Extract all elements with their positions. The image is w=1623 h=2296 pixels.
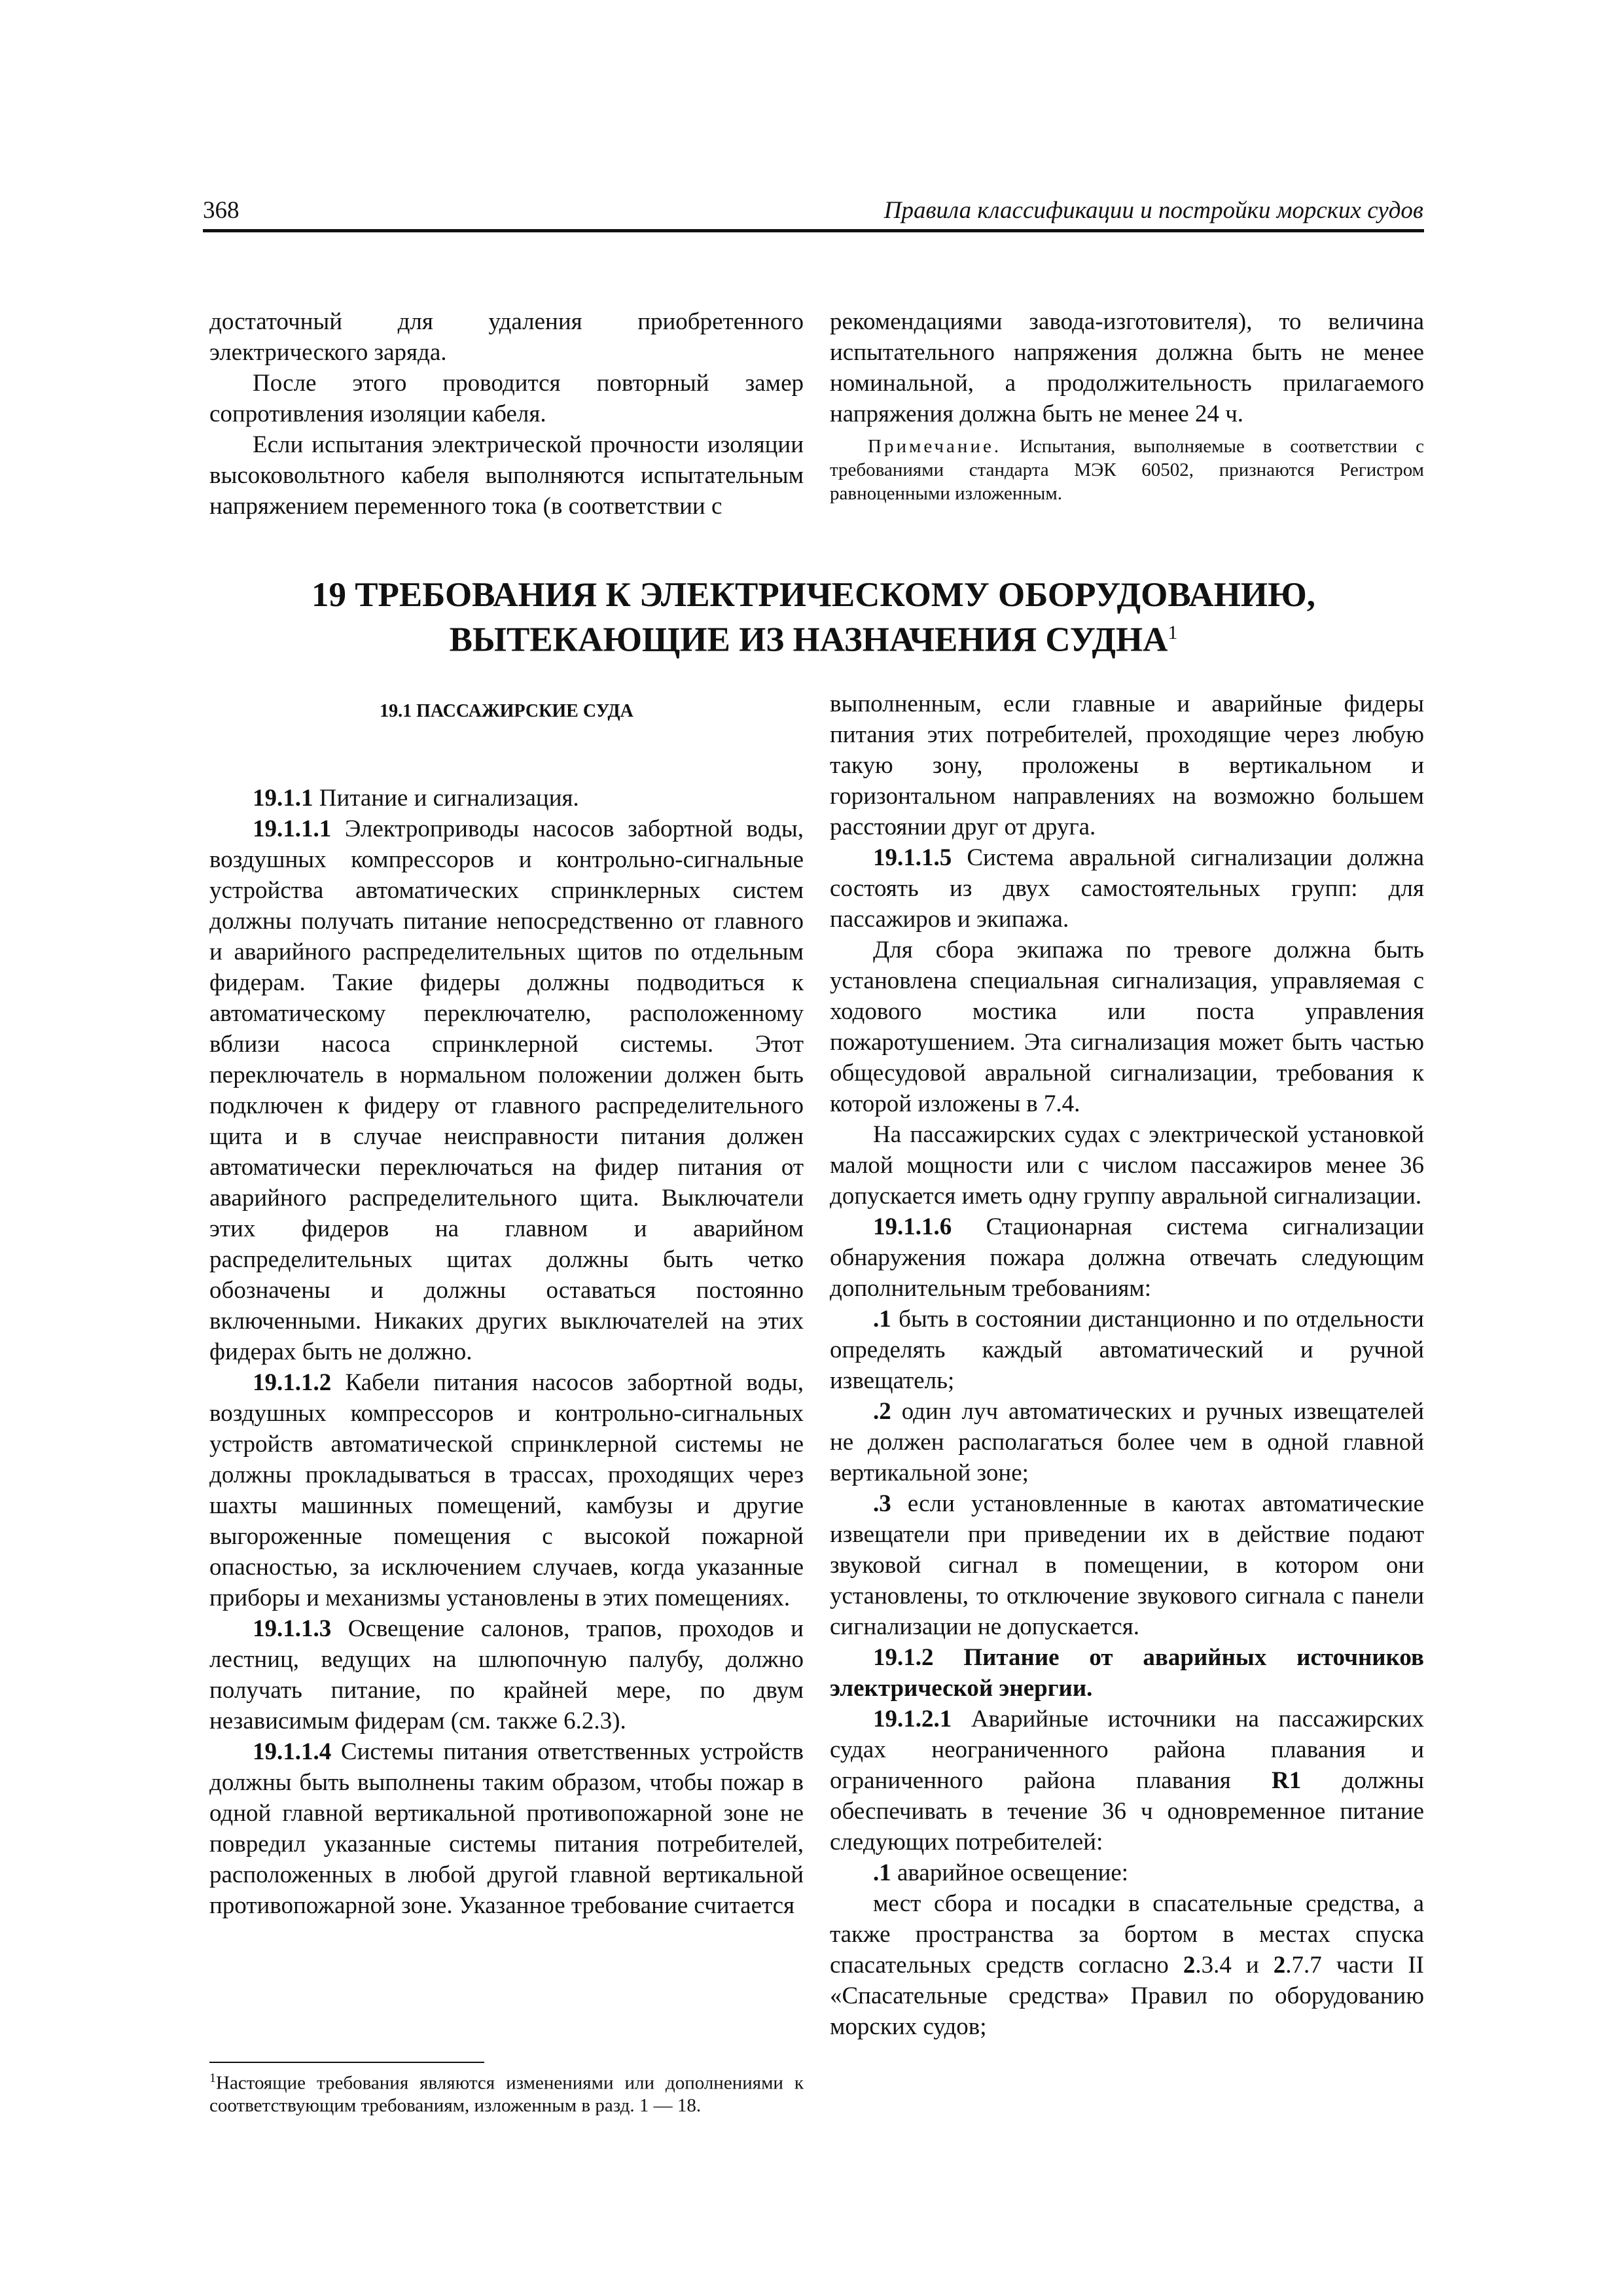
clause-number: 19.1.1.5 [873,844,952,871]
chapter-title [203,576,1424,659]
footnote-mark: 1 [1168,622,1178,643]
paragraph-text: мест сбора и посадки в спасательные средства, а также пространства за бортом в местах спуска спасательных средств согласно [830,1890,1424,1979]
list-item-text: один луч автоматических и ручных извещателей не должен располагаться более чем в одной главной вертикальной зоне; [830,1398,1424,1486]
clause-number: 19.1.1.4 [253,1738,332,1765]
item-number: .1 [873,1859,891,1886]
item-number: .3 [873,1490,891,1517]
region-code: R1 [1271,1767,1302,1794]
paragraph [830,842,1424,935]
list-item [830,1488,1424,1642]
paragraph: выполненным, если главные и аварийные фидеры питания этих потребителей, проходящие через любую такую зону, проложены в вертикальном и горизонтальном направлениях на возможно большем расстоянии друг от друга. [830,691,1424,840]
top-right-column [830,306,1424,505]
header-rule [203,229,1424,232]
footnote-text: Настоящие требования являются изменениями или дополнениями к соответствующим требованиям, изложенным в разд. 1 — 18. [209,2072,804,2116]
right-column [830,689,1424,2042]
paragraph-text: Электроприводы насосов забортной воды, воздушных компрессоров и контрольно-сигнальные устройства автоматических спринклерных систем должны получать питание непосредственно от главного и аварийного распределительных щитов по отдельным фидерам. Такие фидеры должны подводиться к автоматическому переключателю, расположенному вблизи насоса спринклерной системы. Этот переключатель в нормальном положении должен быть подключен к фидеру от главного распределительного щита и в случае неисправности питания должен автоматически переключаться на фидер питания от аварийного распределительного щита. Выключатели этих фидеров на главном и аварийном распределительных щитах должны быть четко обозначены и должны оставаться постоянно включенными. Никаких других выключателей на этих фидерах быть не должно. [209,816,804,1365]
list-item-text: быть в состоянии дистанционно и по отдельности определять каждый автоматический и ручной извещатель; [830,1306,1424,1394]
subsection-title: Питание и сигнализация. [313,785,579,812]
reference-number: 2 [1183,1952,1196,1979]
paragraph: рекомендациями завода-изготовителя), то величина испытательного напряжения должна быть не менее номинальной, а продолжительность прилагаемого напряжения должна быть не менее 24 ч. [830,308,1424,427]
chapter-title-line-1: 19 ТРЕБОВАНИЯ К ЭЛЕКТРИЧЕСКОМУ ОБОРУДОВАНИЮ, [311,576,1316,614]
paragraph-text: Системы питания ответственных устройств должны быть выполнены таким образом, чтобы пожар в одной главной вертикальной противопожарной зоне не повредил указанные системы питания потребителей, расположенных в любой другой главной вертикальной противопожарной зоне. Указанное требование считается [209,1738,804,1919]
paragraph-text: должны обеспечивать в течение 36 ч одновременное питание следующих потребителей: [830,1767,1424,1856]
paragraph-text: Стационарная система сигнализации обнаружения пожара должна отвечать следующим дополнительным требованиям: [830,1213,1424,1302]
subsection-heading [830,1642,1424,1704]
clause-number: 19.1.1 [253,785,313,812]
running-title: Правила классификации и постройки морских судов [883,197,1423,224]
paragraph: После этого проводится повторный замер сопротивления изоляции кабеля. [209,370,804,427]
clause-number: 19.1.1.2 [253,1369,332,1396]
note [830,435,1424,505]
paragraph [209,1613,804,1736]
paragraph-text: Аварийные источники на пассажирских судах неограниченного района плавания и ограниченного района плавания [830,1706,1424,1794]
top-left-column [209,306,804,522]
section-title: 19.1 ПАССАЖИРСКИЕ СУДА [380,701,633,721]
list-item-text: если установленные в каютах автоматические извещатели при приведении их в действие подают звуковой сигнал в помещении, в котором они установлены, то отключение звукового сигнала с панели сигнализации не допускается. [830,1490,1424,1640]
page-number: 368 [203,197,240,224]
item-number: .1 [873,1306,891,1333]
paragraph [830,1704,1424,1857]
paragraph: Если испытания электрической прочности изоляции высоковольтного кабеля выполняются испытательным напряжением переменного тока (в соответствии с [209,431,804,520]
paragraph [209,1367,804,1613]
item-number: .2 [873,1398,891,1425]
clause-number: 19.1.2 [873,1644,934,1671]
footnote-mark: 1 [209,2071,216,2085]
paragraph-text: Система авральной сигнализации должна состоять из двух самостоятельных групп: для пассажиров и экипажа. [830,844,1424,933]
clause-number: 19.1.2.1 [873,1706,952,1732]
paragraph-text: .3.4 и [1195,1952,1274,1979]
left-column [209,696,804,1921]
list-item-text: аварийное освещение: [891,1859,1129,1886]
paragraph: Для сбора экипажа по тревоге должна быть установлена специальная сигнализация, управляемая с ходового мостика или поста управления пожаротушением. Эта сигнализация может быть частью общесудовой авральной сигнализации, требования к которой изложены в 7.4. [830,937,1424,1117]
paragraph [830,1888,1424,2042]
clause-number: 19.1.1.3 [253,1615,332,1642]
paragraph-text: .7.7 части II «Спасательные средства» Правил по оборудованию морских судов; [830,1952,1424,2040]
chapter-title-text: ВЫТЕКАЮЩИЕ ИЗ НАЗНАЧЕНИЯ СУДНА [449,620,1168,659]
footnote [209,2067,804,2117]
clause-number: 19.1.1.6 [873,1213,952,1240]
list-item [830,1304,1424,1396]
subsection-title: Питание от аварийных источников электрической энергии. [830,1644,1424,1702]
paragraph-text: Освещение салонов, трапов, проходов и лестниц, ведущих на шлюпочную палубу, должно получать питание, по крайней мере, по двум независимым фидерам (см. также 6.2.3). [209,1615,804,1734]
paragraph [209,1736,804,1921]
chapter-title-line-2 [203,614,1424,659]
paragraph: На пассажирских судах с электрической установкой малой мощности или с числом пассажиров менее 36 допускается иметь одну группу авральной сигнализации. [830,1121,1424,1210]
paragraph: достаточный для удаления приобретенного электрического заряда. [209,308,804,366]
subsection-heading [209,783,804,814]
paragraph [830,1211,1424,1304]
clause-number: 19.1.1.1 [253,816,332,842]
note-label: Примечание. [868,436,1002,457]
list-item [830,1857,1424,1888]
list-item [830,1396,1424,1488]
paragraph [209,814,804,1367]
footnote-rule [209,2062,484,2063]
paragraph-text: Кабели питания насосов забортной воды, воздушных компрессоров и контрольно-сигнальных устройств автоматической спринклерной системы не должны прокладываться в трассах, проходящих через шахты машинных помещений, камбузы и другие выгороженные помещения с высокой пожарной опасностью, за исключением случаев, когда указанные приборы и механизмы установлены в этих помещениях. [209,1369,804,1611]
note-text: Испытания, выполняемые в соответствии с требованиями стандарта МЭК 60502, признаются Регистром равноценными изложенным. [830,436,1424,504]
reference-number: 2 [1273,1952,1286,1979]
